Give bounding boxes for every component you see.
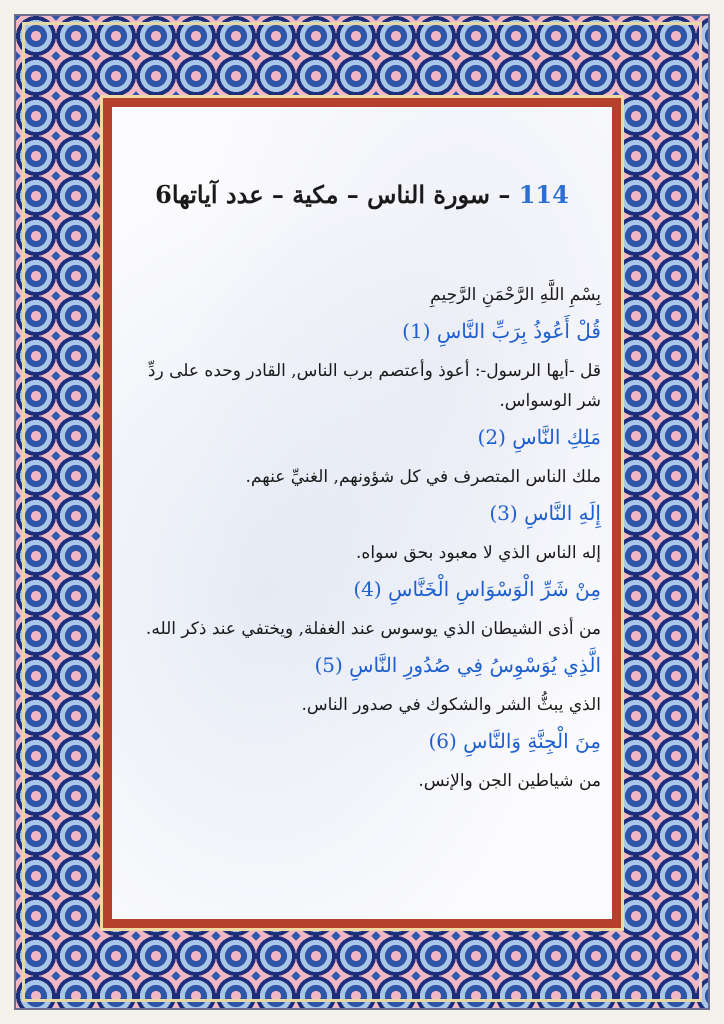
verse-4: مِنْ شَرِّ الْوَسْوَاسِ الْخَنَّاسِ (4): [353, 577, 601, 601]
verse-3: إِلَهِ النَّاسِ (3): [489, 501, 601, 525]
surah-content: [127, 280, 601, 802]
tafsir-6: من شياطين الجن والإنس.: [418, 771, 601, 791]
tafsir-5: الذي يبثُّ الشر والشكوك في صدور الناس.: [301, 695, 601, 715]
verse-6: مِنَ الْجِنَّةِ وَالنَّاسِ (6): [428, 729, 601, 753]
page-title: [0, 180, 724, 209]
verse-5: الَّذِي يُوَسْوِسُ فِي صُدُورِ النَّاسِ (5): [314, 653, 601, 677]
verse-1: قُلْ أَعُوذُ بِرَبِّ النَّاسِ (1): [402, 319, 601, 343]
surah-title-text: – سورة الناس – مكية – عدد آياتها6: [155, 180, 519, 209]
tafsir-3: إله الناس الذي لا معبود بحق سواه.: [356, 543, 601, 563]
tafsir-4: من أذى الشيطان الذي يوسوس عند الغفلة, ويختفي عند ذكر الله.: [145, 619, 601, 639]
basmala: بِسْمِ اللَّهِ الرَّحْمَنِ الرَّحِيمِ: [430, 285, 601, 305]
verse-2: مَلِكِ النَّاسِ (2): [477, 425, 601, 449]
surah-number: 114: [518, 180, 569, 209]
tafsir-1: قل -أيها الرسول-: أعوذ وأعتصم برب الناس, القادر وحده على ردِّ شر الوسواس.: [147, 361, 601, 411]
tafsir-2: ملك الناس المتصرف في كل شؤونهم, الغنيِّ عنهم.: [245, 467, 601, 487]
